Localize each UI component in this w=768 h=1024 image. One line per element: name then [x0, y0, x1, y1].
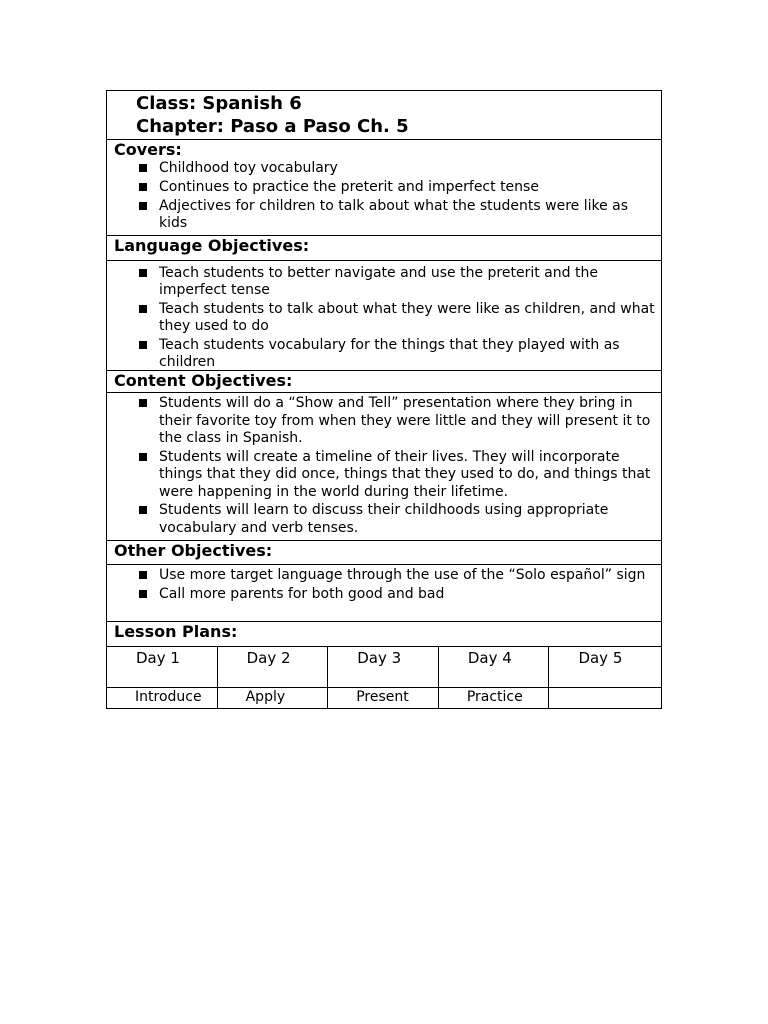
list-item: Continues to practice the preterit and imperfect tense: [137, 179, 655, 196]
activity-cell: [549, 688, 661, 708]
language-objectives-heading: Language Objectives:: [107, 236, 661, 261]
title-block: [107, 92, 661, 140]
list-item: Teach students to talk about what they were like as children, and what they used to do: [137, 301, 655, 335]
content-objectives-section: [107, 371, 661, 541]
covers-heading: Covers:: [114, 140, 182, 159]
square-bullet-icon: [139, 341, 147, 349]
square-bullet-icon: [139, 305, 147, 313]
other-objectives-heading: Other Objectives:: [107, 541, 661, 565]
square-bullet-icon: [139, 183, 147, 191]
lesson-plans-heading: Lesson Plans:: [114, 622, 238, 641]
square-bullet-icon: [139, 164, 147, 172]
list-item: Students will create a timeline of their lives. They will incorporate things that they did once, things that they used to do, and things that were happening in the world during their lifetime.: [137, 449, 655, 502]
day-header-cell: Day 2: [218, 647, 329, 687]
lesson-days-row: [107, 647, 661, 688]
language-objectives-section: [107, 236, 661, 371]
square-bullet-icon: [139, 506, 147, 514]
activity-cell: Practice: [439, 688, 550, 708]
other-objectives-list: [107, 567, 661, 603]
list-item: Students will learn to discuss their childhoods using appropriate vocabulary and verb tenses.: [137, 502, 655, 537]
square-bullet-icon: [139, 399, 147, 407]
day-header-cell: Day 5: [578, 649, 623, 667]
language-objectives-list: [107, 265, 661, 371]
day-header-cell: Day 4: [439, 647, 550, 687]
lesson-plan-table: [106, 90, 662, 709]
day-header-cell: Day 3: [328, 647, 439, 687]
list-item: Call more parents for both good and bad: [137, 586, 655, 603]
list-item: Teach students vocabulary for the things that they played with as children: [137, 337, 655, 371]
activity-cell: Introduce: [107, 688, 218, 708]
list-item: Use more target language through the use of the “Solo español” sign: [137, 567, 655, 584]
square-bullet-icon: [139, 269, 147, 277]
list-item: Childhood toy vocabulary: [137, 160, 655, 177]
activity-cell: Apply: [218, 688, 329, 708]
square-bullet-icon: [139, 202, 147, 210]
list-item: Adjectives for children to talk about what the students were like as kids: [137, 198, 655, 232]
day-header-cell: Day 1: [107, 647, 218, 687]
chapter-title: Chapter: Paso a Paso Ch. 5: [136, 116, 409, 137]
list-item: Students will do a “Show and Tell” presentation where they bring in their favorite toy from when they were little and they will present it to the class in Spanish.: [137, 395, 655, 448]
activity-cell: Present: [328, 688, 439, 708]
lesson-plans-heading-row: [107, 622, 661, 647]
lesson-activities-row: [107, 688, 661, 708]
square-bullet-icon: [139, 453, 147, 461]
square-bullet-icon: [139, 571, 147, 579]
covers-section: [107, 140, 661, 236]
square-bullet-icon: [139, 590, 147, 598]
list-item: Teach students to better navigate and use the preterit and the imperfect tense: [137, 265, 655, 299]
covers-list: [107, 160, 661, 232]
content-objectives-list: [107, 395, 661, 537]
class-title: Class: Spanish 6: [136, 93, 302, 114]
content-objectives-heading: Content Objectives:: [107, 371, 661, 393]
other-objectives-section: [107, 541, 661, 622]
